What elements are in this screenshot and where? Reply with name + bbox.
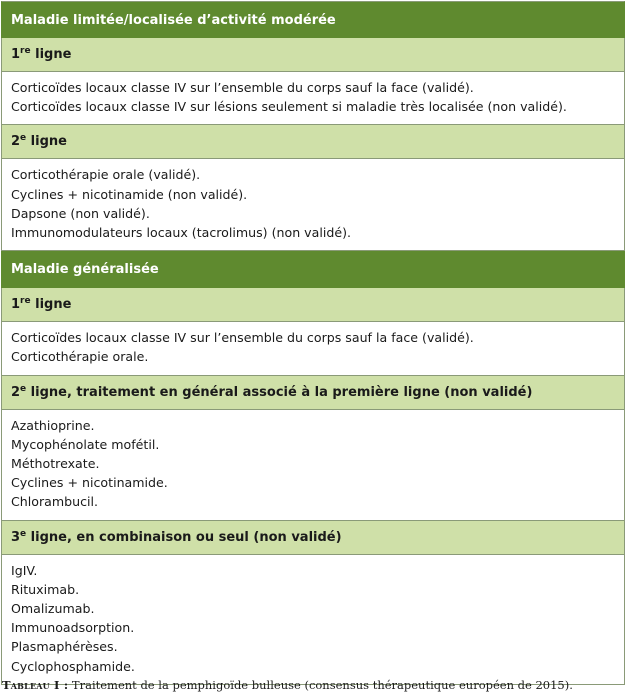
treatment-item: Plasmaphérèses. [11,639,118,655]
caption-text: Traitement de la pemphigoïde bulleuse (consensus thérapeutique européen de 2015). [68,678,573,692]
treatment-item: Corticoïdes locaux classe IV sur l’ensemble du corps sauf la face (validé). [11,80,474,95]
treatment-item: Méthotrexate. [11,456,100,472]
treatment-item: Omalizumab. [11,601,95,617]
section-header: Maladie limitée/localisée d’activité modérée [1,1,625,38]
treatment-item: IgIV. [11,562,38,578]
treatment-item: Mycophénolate mofétil. [11,436,160,452]
line-header: 3e ligne, en combinaison ou seul (non validé) [1,521,625,555]
treatment-item: Corticoïdes locaux classe IV sur l’ensemble du corps sauf la face (validé). [11,330,474,346]
line-header: 2e ligne, traitement en général associé à la première ligne (non validé) [1,376,625,410]
treatment-item: Corticoïdes locaux classe IV sur lésions seulement si maladie très localisée (non validé). [11,99,567,115]
treatment-item: Corticothérapie orale. [11,349,149,365]
treatment-item: Chlorambucil. [11,494,99,510]
table-caption [2,678,573,692]
treatment-item: Cyclophosphamide. [11,658,135,674]
line-body [1,555,625,685]
treatment-item: Dapsone (non validé). [11,205,150,221]
line-header: 1re ligne [1,38,625,72]
treatment-item: Cyclines + nicotinamide. [11,475,168,491]
treatment-item: Immunomodulateurs locaux (tacrolimus) (non validé). [11,225,352,241]
treatment-item: Cyclines + nicotinamide (non validé). [11,186,248,202]
section-header: Maladie généralisée [1,251,625,288]
line-header: 1re ligne [1,288,625,322]
line-body [1,72,625,125]
line-body [1,410,625,521]
line-body [1,322,625,375]
line-header: 2e ligne [1,125,625,159]
caption-label: Tableau I : [2,678,69,692]
treatment-item: Immunoadsorption. [11,620,135,636]
treatment-item: Corticothérapie orale (validé). [11,167,201,183]
treatment-table [1,1,625,685]
line-body [1,159,625,251]
treatment-item: Azathioprine. [11,417,95,433]
treatment-item: Rituximab. [11,581,80,597]
